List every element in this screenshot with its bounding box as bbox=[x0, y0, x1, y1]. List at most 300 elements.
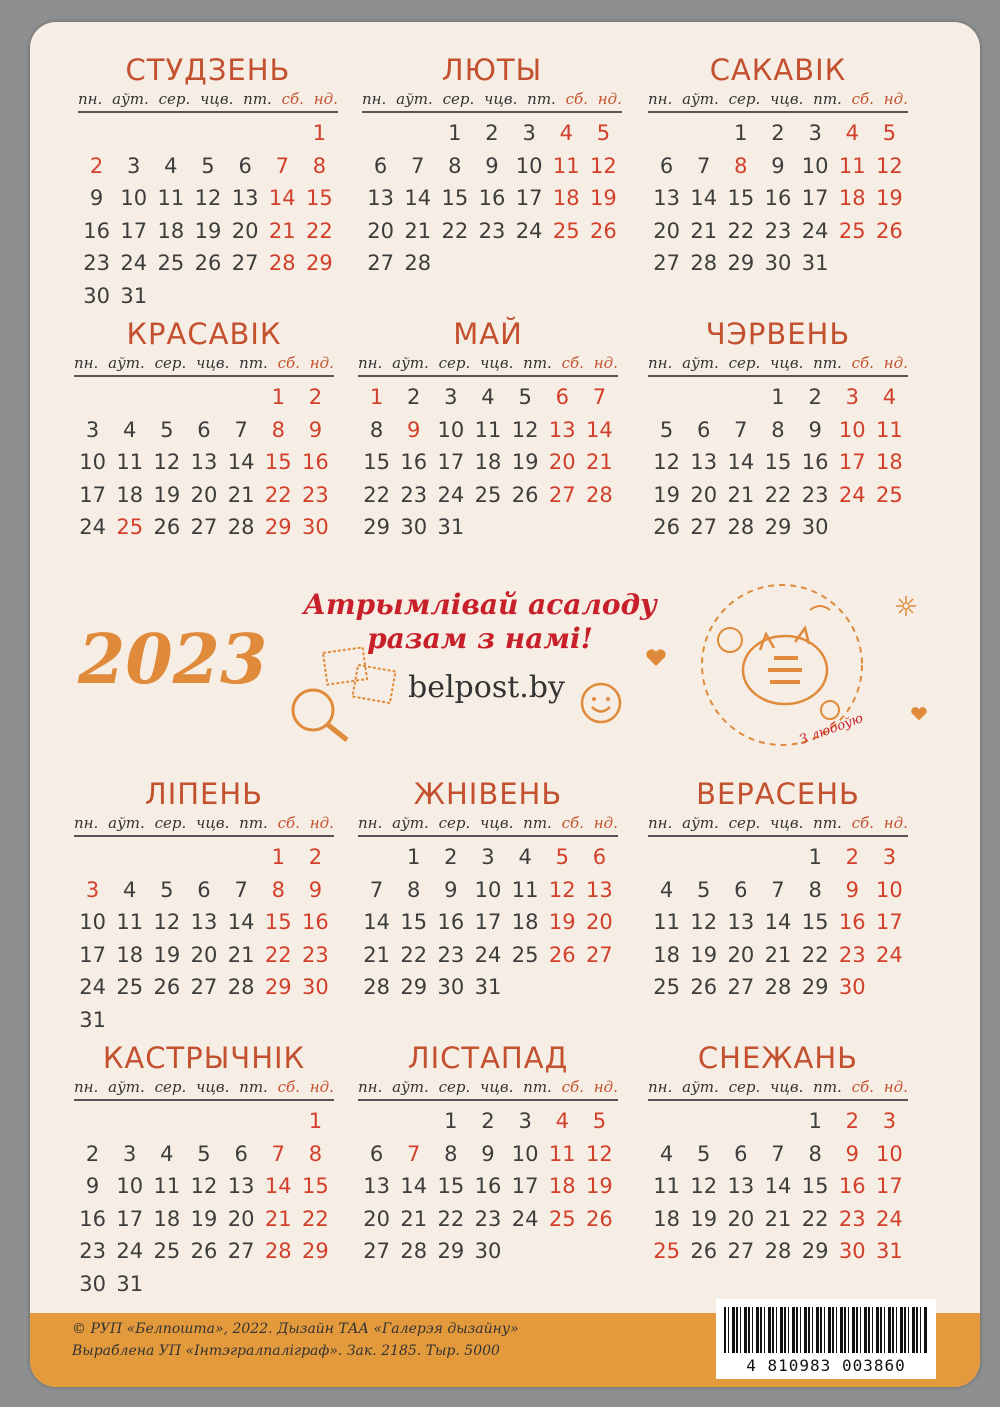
day-cell: 20 bbox=[653, 218, 680, 243]
day-cell: 31 bbox=[801, 251, 829, 275]
day-cell: 9 bbox=[407, 417, 421, 442]
weekday-label: сер. bbox=[438, 1078, 471, 1096]
day-cell: 23 bbox=[83, 251, 110, 275]
day-grid bbox=[362, 117, 622, 280]
weekday-header bbox=[648, 814, 908, 837]
day-cell: 14 bbox=[268, 186, 296, 210]
day-cell: 18 bbox=[474, 450, 502, 474]
day-cell: 13 bbox=[227, 1174, 255, 1198]
day-cell: 28 bbox=[586, 482, 613, 507]
day-cell: 5 bbox=[160, 877, 174, 902]
day-cell: 10 bbox=[838, 417, 866, 442]
month-block bbox=[74, 1038, 334, 1300]
day-cell: 19 bbox=[586, 1174, 613, 1198]
day-cell: 10 bbox=[437, 417, 465, 442]
day-cell: 14 bbox=[404, 186, 432, 210]
day-cell: 15 bbox=[306, 186, 333, 210]
day-cell: 31 bbox=[116, 1271, 144, 1296]
weekday-label: пн. bbox=[74, 814, 99, 832]
weekday-label: пн. bbox=[648, 90, 673, 108]
day-cell: 31 bbox=[437, 515, 465, 539]
weekday-header bbox=[648, 90, 908, 113]
day-cell: 15 bbox=[264, 450, 292, 474]
day-cell: 22 bbox=[437, 1206, 465, 1231]
weekday-label: пт. bbox=[239, 354, 268, 372]
day-cell: 7 bbox=[771, 877, 785, 902]
day-cell: 11 bbox=[653, 910, 680, 934]
weekday-label: сб. bbox=[561, 814, 584, 832]
day-cell: 1 bbox=[444, 1109, 458, 1133]
weekday-label: аўт. bbox=[392, 814, 429, 832]
day-cell: 8 bbox=[271, 417, 285, 442]
day-cell: 30 bbox=[838, 975, 866, 999]
day-cell: 17 bbox=[876, 1174, 903, 1198]
day-cell: 13 bbox=[190, 450, 218, 474]
empty-cell bbox=[148, 381, 185, 414]
day-cell: 14 bbox=[690, 186, 718, 210]
day-cell: 18 bbox=[116, 482, 144, 507]
day-cell: 3 bbox=[123, 1141, 137, 1166]
weekday-label: чцв. bbox=[196, 814, 230, 832]
day-cell: 11 bbox=[116, 910, 144, 934]
empty-cell bbox=[148, 1105, 185, 1138]
weekday-label: пт. bbox=[523, 1078, 552, 1096]
day-cell: 3 bbox=[127, 153, 141, 178]
day-cell: 13 bbox=[190, 910, 218, 934]
day-cell: 9 bbox=[85, 1174, 100, 1198]
month-block bbox=[648, 774, 908, 1004]
day-cell: 3 bbox=[481, 845, 495, 869]
weekday-label: сер. bbox=[728, 90, 761, 108]
weekday-label: пт. bbox=[523, 354, 552, 372]
day-cell: 31 bbox=[120, 283, 148, 308]
day-cell: 27 bbox=[586, 942, 613, 967]
day-cell: 21 bbox=[268, 218, 296, 243]
day-cell: 24 bbox=[79, 515, 106, 539]
day-cell: 23 bbox=[302, 942, 329, 967]
day-cell: 1 bbox=[448, 121, 462, 145]
day-cell: 14 bbox=[363, 910, 390, 934]
weekday-label: нд. bbox=[593, 1078, 618, 1096]
day-cell: 30 bbox=[83, 283, 110, 308]
day-cell: 19 bbox=[190, 1206, 218, 1231]
empty-cell bbox=[759, 841, 796, 874]
weekday-header bbox=[358, 814, 618, 837]
weekday-label: нд. bbox=[883, 90, 908, 108]
day-cell: 8 bbox=[312, 153, 327, 178]
weekday-label: чцв. bbox=[480, 354, 514, 372]
day-cell: 25 bbox=[838, 218, 866, 243]
day-cell: 3 bbox=[882, 1109, 897, 1133]
day-cell: 28 bbox=[363, 975, 390, 999]
day-cell: 13 bbox=[363, 1174, 390, 1198]
weekday-label: аўт. bbox=[108, 814, 145, 832]
month-block bbox=[358, 774, 618, 1004]
empty-cell bbox=[185, 841, 222, 874]
day-cell: 1 bbox=[308, 1109, 323, 1133]
day-cell: 12 bbox=[590, 153, 617, 178]
day-cell: 1 bbox=[771, 385, 785, 409]
day-cell: 29 bbox=[302, 1239, 329, 1263]
weekday-label: чцв. bbox=[770, 90, 804, 108]
day-cell: 22 bbox=[441, 218, 469, 243]
day-cell: 17 bbox=[511, 1174, 539, 1198]
day-cell: 28 bbox=[268, 251, 296, 275]
day-cell: 7 bbox=[369, 877, 384, 902]
day-cell: 24 bbox=[876, 942, 903, 967]
weekday-label: нд. bbox=[883, 1078, 908, 1096]
day-cell: 27 bbox=[690, 515, 718, 539]
day-cell: 5 bbox=[592, 1109, 607, 1133]
day-cell: 18 bbox=[552, 186, 580, 210]
day-cell: 12 bbox=[690, 910, 718, 934]
day-cell: 16 bbox=[474, 1174, 502, 1198]
day-cell: 31 bbox=[79, 1007, 106, 1032]
month-name: КРАСАВІК bbox=[126, 317, 282, 351]
day-cell: 8 bbox=[271, 877, 285, 902]
day-cell: 7 bbox=[734, 417, 748, 442]
day-cell: 19 bbox=[194, 218, 222, 243]
day-cell: 6 bbox=[734, 1141, 748, 1166]
empty-cell bbox=[648, 117, 685, 150]
day-cell: 28 bbox=[690, 251, 718, 275]
weekday-label: чцв. bbox=[484, 90, 518, 108]
day-cell: 2 bbox=[485, 121, 499, 145]
day-cell: 12 bbox=[586, 1141, 613, 1166]
empty-cell bbox=[399, 117, 436, 150]
day-cell: 10 bbox=[801, 153, 829, 178]
day-cell: 6 bbox=[697, 417, 711, 442]
day-cell: 29 bbox=[306, 251, 333, 275]
weekday-label: сер. bbox=[438, 354, 471, 372]
day-cell: 3 bbox=[845, 385, 859, 409]
day-cell: 27 bbox=[363, 1239, 390, 1263]
day-cell: 28 bbox=[404, 251, 432, 275]
weekday-label: сб. bbox=[851, 814, 874, 832]
month-name: КАСТРЫЧНІК bbox=[102, 1041, 306, 1075]
month-block bbox=[74, 774, 334, 1036]
day-cell: 27 bbox=[227, 1239, 255, 1263]
day-cell: 15 bbox=[727, 186, 755, 210]
day-cell: 18 bbox=[157, 218, 185, 243]
empty-cell bbox=[685, 381, 722, 414]
empty-cell bbox=[685, 841, 722, 874]
day-grid bbox=[358, 1105, 618, 1268]
day-cell: 5 bbox=[160, 417, 174, 442]
day-cell: 21 bbox=[690, 218, 718, 243]
empty-cell bbox=[223, 841, 260, 874]
day-grid bbox=[648, 1105, 908, 1268]
day-cell: 14 bbox=[227, 910, 255, 934]
weekday-label: пт. bbox=[813, 90, 842, 108]
day-grid bbox=[78, 117, 338, 312]
weekday-label: сер. bbox=[154, 814, 187, 832]
day-cell: 28 bbox=[764, 975, 792, 999]
weekday-label: сб. bbox=[277, 1078, 300, 1096]
weekday-header bbox=[362, 90, 622, 113]
day-cell: 6 bbox=[369, 1141, 384, 1166]
weekday-label: сер. bbox=[728, 354, 761, 372]
day-cell: 29 bbox=[400, 975, 428, 999]
day-cell: 21 bbox=[586, 450, 613, 474]
weekday-label: пт. bbox=[813, 1078, 842, 1096]
day-cell: 4 bbox=[123, 417, 137, 442]
day-cell: 15 bbox=[801, 910, 829, 934]
day-cell: 8 bbox=[407, 877, 421, 902]
weekday-label: сб. bbox=[851, 90, 874, 108]
weekday-label: сер. bbox=[154, 354, 187, 372]
barcode-number: 4 810983 003860 bbox=[746, 1356, 906, 1375]
day-cell: 12 bbox=[190, 1174, 218, 1198]
day-grid bbox=[74, 381, 334, 544]
day-cell: 7 bbox=[592, 385, 607, 409]
day-cell: 29 bbox=[437, 1239, 465, 1263]
day-cell: 7 bbox=[234, 877, 248, 902]
day-cell: 23 bbox=[400, 482, 428, 507]
day-cell: 6 bbox=[592, 845, 607, 869]
weekday-label: сб. bbox=[851, 1078, 874, 1096]
day-cell: 27 bbox=[367, 251, 394, 275]
day-cell: 25 bbox=[116, 975, 144, 999]
day-cell: 29 bbox=[727, 251, 755, 275]
day-cell: 5 bbox=[555, 845, 569, 869]
day-cell: 11 bbox=[876, 417, 903, 442]
day-cell: 25 bbox=[157, 251, 185, 275]
empty-cell bbox=[648, 1105, 685, 1138]
day-cell: 2 bbox=[845, 1109, 859, 1133]
weekday-label: пт. bbox=[239, 814, 268, 832]
weekday-label: аўт. bbox=[682, 90, 719, 108]
day-cell: 15 bbox=[264, 910, 292, 934]
day-cell: 10 bbox=[79, 910, 106, 934]
day-cell: 18 bbox=[653, 1206, 680, 1231]
day-cell: 28 bbox=[400, 1239, 428, 1263]
day-cell: 15 bbox=[400, 910, 428, 934]
weekday-label: чцв. bbox=[480, 1078, 514, 1096]
day-cell: 5 bbox=[697, 1141, 711, 1166]
empty-cell bbox=[189, 117, 226, 150]
weekday-label: сб. bbox=[561, 354, 584, 372]
day-cell: 30 bbox=[437, 975, 465, 999]
day-cell: 13 bbox=[727, 1174, 755, 1198]
day-cell: 30 bbox=[838, 1239, 866, 1263]
day-cell: 29 bbox=[264, 515, 292, 539]
empty-cell bbox=[685, 1105, 722, 1138]
day-cell: 6 bbox=[659, 153, 674, 178]
day-cell: 29 bbox=[801, 1239, 829, 1263]
day-cell: 10 bbox=[876, 1141, 903, 1166]
barcode bbox=[716, 1299, 936, 1379]
day-cell: 6 bbox=[238, 153, 252, 178]
day-cell: 6 bbox=[373, 153, 388, 178]
day-cell: 8 bbox=[308, 1141, 323, 1166]
day-cell: 4 bbox=[559, 121, 573, 145]
day-cell: 9 bbox=[845, 877, 859, 902]
day-cell: 1 bbox=[312, 121, 327, 145]
day-cell: 2 bbox=[308, 385, 323, 409]
empty-cell bbox=[115, 117, 152, 150]
day-cell: 13 bbox=[548, 417, 576, 442]
day-cell: 22 bbox=[302, 1206, 329, 1231]
weekday-header bbox=[358, 1078, 618, 1101]
day-cell: 17 bbox=[120, 218, 148, 243]
day-cell: 5 bbox=[659, 417, 674, 442]
day-cell: 10 bbox=[116, 1174, 144, 1198]
day-cell: 23 bbox=[474, 1206, 502, 1231]
day-cell: 18 bbox=[653, 942, 680, 967]
day-cell: 3 bbox=[808, 121, 822, 145]
day-cell: 29 bbox=[363, 515, 390, 539]
day-grid bbox=[648, 117, 908, 280]
day-cell: 24 bbox=[116, 1239, 144, 1263]
day-cell: 30 bbox=[474, 1239, 502, 1263]
weekday-label: чцв. bbox=[200, 90, 234, 108]
weekday-label: аўт. bbox=[682, 1078, 719, 1096]
day-cell: 23 bbox=[838, 1206, 866, 1231]
day-cell: 22 bbox=[264, 482, 292, 507]
day-cell: 1 bbox=[271, 845, 285, 869]
empty-cell bbox=[223, 1105, 260, 1138]
day-cell: 31 bbox=[474, 975, 502, 999]
day-cell: 16 bbox=[302, 910, 329, 934]
day-cell: 11 bbox=[153, 1174, 181, 1198]
day-cell: 11 bbox=[653, 1174, 680, 1198]
weekday-label: сер. bbox=[154, 1078, 187, 1096]
day-cell: 15 bbox=[363, 450, 390, 474]
day-cell: 16 bbox=[478, 186, 506, 210]
day-cell: 1 bbox=[271, 385, 285, 409]
day-cell: 5 bbox=[201, 153, 215, 178]
day-cell: 24 bbox=[876, 1206, 903, 1231]
empty-cell bbox=[152, 117, 189, 150]
weekday-label: аўт. bbox=[392, 1078, 429, 1096]
day-cell: 22 bbox=[400, 942, 428, 967]
day-cell: 5 bbox=[197, 1141, 211, 1166]
day-cell: 20 bbox=[690, 482, 718, 507]
day-cell: 9 bbox=[308, 417, 323, 442]
day-cell: 13 bbox=[586, 877, 613, 902]
day-cell: 13 bbox=[653, 186, 680, 210]
day-cell: 16 bbox=[437, 910, 465, 934]
day-cell: 17 bbox=[474, 910, 502, 934]
day-cell: 21 bbox=[400, 1206, 428, 1231]
day-cell: 28 bbox=[264, 1239, 292, 1263]
day-cell: 14 bbox=[764, 910, 792, 934]
day-cell: 13 bbox=[231, 186, 259, 210]
weekday-label: пн. bbox=[648, 814, 673, 832]
weekday-label: чцв. bbox=[196, 354, 230, 372]
day-cell: 25 bbox=[116, 515, 144, 539]
weekday-label: сер. bbox=[442, 90, 475, 108]
day-cell: 4 bbox=[123, 877, 137, 902]
weekday-header bbox=[74, 1078, 334, 1101]
day-cell: 26 bbox=[194, 251, 222, 275]
day-cell: 19 bbox=[548, 910, 576, 934]
weekday-label: пт. bbox=[527, 90, 556, 108]
day-cell: 26 bbox=[511, 482, 539, 507]
empty-cell bbox=[74, 841, 111, 874]
month-block bbox=[78, 50, 338, 312]
day-cell: 11 bbox=[552, 153, 580, 178]
day-cell: 11 bbox=[838, 153, 866, 178]
day-cell: 16 bbox=[400, 450, 428, 474]
day-cell: 11 bbox=[548, 1141, 576, 1166]
month-block bbox=[358, 314, 618, 544]
day-cell: 14 bbox=[727, 450, 755, 474]
day-cell: 6 bbox=[234, 1141, 248, 1166]
empty-cell bbox=[722, 381, 759, 414]
day-cell: 7 bbox=[271, 1141, 285, 1166]
day-cell: 26 bbox=[876, 218, 903, 243]
day-cell: 28 bbox=[727, 515, 755, 539]
month-block bbox=[648, 50, 908, 280]
day-cell: 23 bbox=[838, 942, 866, 967]
day-cell: 23 bbox=[764, 218, 792, 243]
empty-cell bbox=[358, 841, 395, 874]
day-cell: 25 bbox=[876, 482, 903, 507]
day-cell: 30 bbox=[302, 515, 329, 539]
day-cell: 1 bbox=[808, 845, 822, 869]
empty-cell bbox=[759, 1105, 796, 1138]
day-cell: 22 bbox=[801, 942, 829, 967]
day-cell: 2 bbox=[481, 1109, 495, 1133]
day-cell: 3 bbox=[882, 845, 897, 869]
day-cell: 12 bbox=[548, 877, 576, 902]
day-cell: 20 bbox=[548, 450, 576, 474]
weekday-label: чцв. bbox=[480, 814, 514, 832]
weekday-header bbox=[358, 354, 618, 377]
empty-cell bbox=[648, 381, 685, 414]
weekday-label: пт. bbox=[239, 1078, 268, 1096]
day-cell: 7 bbox=[771, 1141, 785, 1166]
day-cell: 8 bbox=[808, 1141, 822, 1166]
day-cell: 17 bbox=[801, 186, 829, 210]
day-cell: 18 bbox=[153, 1206, 181, 1231]
day-cell: 15 bbox=[764, 450, 792, 474]
day-cell: 20 bbox=[727, 1206, 755, 1231]
month-block bbox=[74, 314, 334, 544]
day-cell: 17 bbox=[876, 910, 903, 934]
day-cell: 14 bbox=[586, 417, 613, 442]
day-cell: 18 bbox=[116, 942, 144, 967]
weekday-header bbox=[648, 354, 908, 377]
weekday-label: пт. bbox=[523, 814, 552, 832]
day-cell: 15 bbox=[801, 1174, 829, 1198]
day-cell: 12 bbox=[153, 910, 181, 934]
day-cell: 18 bbox=[548, 1174, 576, 1198]
day-cell: 23 bbox=[79, 1239, 106, 1263]
day-cell: 11 bbox=[511, 877, 539, 902]
day-cell: 20 bbox=[586, 910, 613, 934]
day-cell: 10 bbox=[515, 153, 543, 178]
weekday-label: сб. bbox=[277, 354, 300, 372]
day-cell: 26 bbox=[690, 1239, 718, 1263]
weekday-label: чцв. bbox=[770, 1078, 804, 1096]
weekday-label: нд. bbox=[309, 1078, 334, 1096]
day-cell: 7 bbox=[697, 153, 711, 178]
day-cell: 22 bbox=[801, 1206, 829, 1231]
day-cell: 4 bbox=[659, 1141, 674, 1166]
day-cell: 30 bbox=[764, 251, 792, 275]
day-cell: 6 bbox=[555, 385, 569, 409]
day-cell: 19 bbox=[690, 1206, 718, 1231]
day-cell: 15 bbox=[437, 1174, 465, 1198]
month-block bbox=[358, 1038, 618, 1268]
weekday-header bbox=[74, 354, 334, 377]
day-cell: 22 bbox=[306, 218, 333, 243]
weekday-header bbox=[78, 90, 338, 113]
month-name: ЧЭРВЕНЬ bbox=[705, 317, 851, 351]
